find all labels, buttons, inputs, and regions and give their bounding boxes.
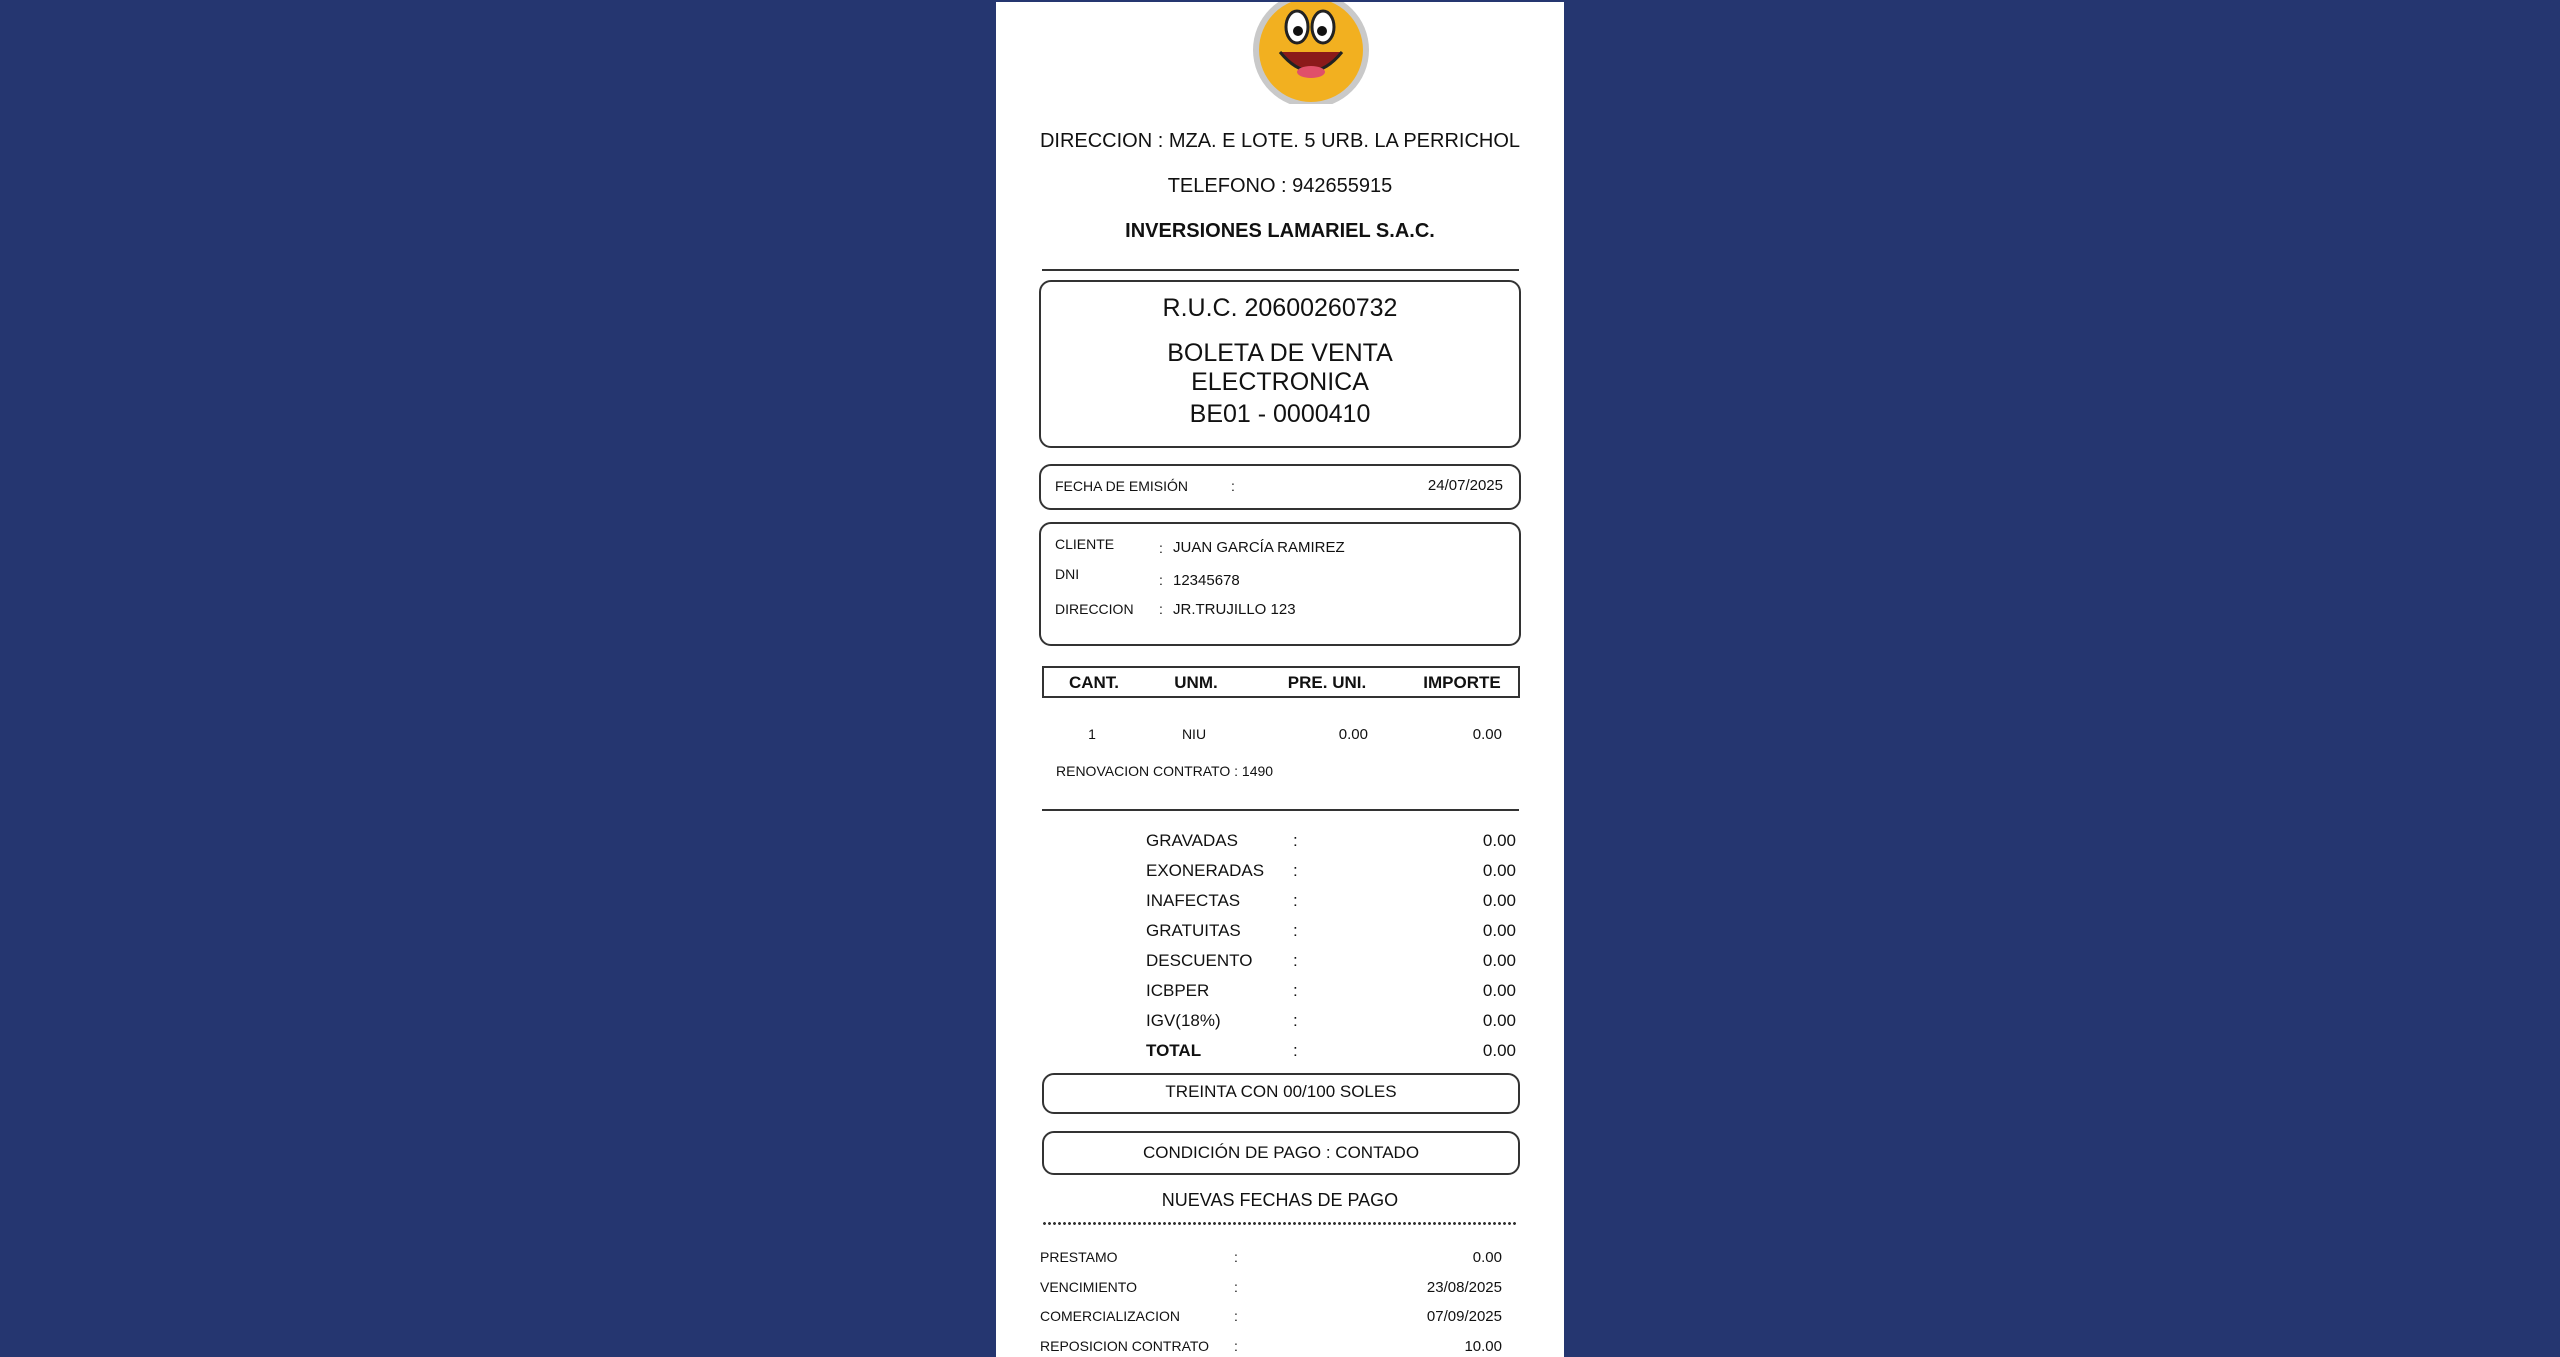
totals-label: DESCUENTO <box>1146 951 1253 970</box>
totals-label: IGV(18%) <box>1146 1011 1221 1030</box>
totals-label: EXONERADAS <box>1146 861 1265 880</box>
totals-label: GRATUITAS <box>1146 921 1241 940</box>
document-number: BE01 - 0000410 <box>1189 400 1371 428</box>
new-date-label: VENCIMIENTO <box>1040 1279 1137 1295</box>
document-type-line2: ELECTRONICA <box>1191 368 1369 396</box>
item-importe: 0.00 <box>1472 726 1502 743</box>
client-box <box>1039 522 1521 646</box>
new-date-label: PRESTAMO <box>1040 1249 1118 1265</box>
amount-words: TREINTA CON 00/100 SOLES <box>1165 1082 1397 1101</box>
item-cant: 1 <box>1088 726 1096 742</box>
totals-sep: : <box>1293 921 1298 940</box>
totals-value: 0.00 <box>1482 981 1516 1000</box>
new-dates-title: NUEVAS FECHAS DE PAGO <box>1161 1190 1399 1210</box>
totals-sep: : <box>1293 1011 1298 1030</box>
totals-value: 0.00 <box>1482 891 1516 910</box>
col-header-unm: UNM. <box>1174 673 1218 692</box>
emission-date-sep: : <box>1231 478 1235 494</box>
ruc-number: R.U.C. 20600260732 <box>1162 294 1398 322</box>
total-label: TOTAL <box>1146 1041 1202 1060</box>
dni-sep: : <box>1159 572 1163 588</box>
totals-value: 0.00 <box>1482 1011 1516 1030</box>
new-date-sep: : <box>1234 1308 1238 1324</box>
new-date-label: REPOSICION CONTRATO <box>1040 1338 1210 1354</box>
company-address: DIRECCION : MZA. E LOTE. 5 URB. LA PERRICHOL <box>1039 130 1521 152</box>
receipt-paper <box>996 2 1564 1357</box>
client-value: JUAN GARCÍA RAMIREZ <box>1173 539 1345 556</box>
divider <box>1042 809 1519 811</box>
col-header-importe: IMPORTE <box>1423 673 1501 692</box>
dotted-divider <box>1042 1221 1517 1226</box>
dni-label: DNI <box>1055 566 1080 582</box>
items-table-header <box>1042 666 1520 698</box>
new-date-value: 10.00 <box>1464 1338 1502 1355</box>
smiley-logo-icon <box>1252 2 1370 104</box>
totals-sep: : <box>1293 831 1298 850</box>
new-date-label: COMERCIALIZACION <box>1040 1308 1181 1324</box>
col-header-pre-uni: PRE. UNI. <box>1287 673 1367 692</box>
amount-words-box <box>1042 1073 1520 1114</box>
item-description: RENOVACION CONTRATO : 1490 <box>1056 763 1274 779</box>
new-date-sep: : <box>1234 1279 1238 1295</box>
totals-label: INAFECTAS <box>1146 891 1241 910</box>
totals-value: 0.00 <box>1482 831 1516 850</box>
item-pre-uni: 0.00 <box>1338 726 1368 743</box>
emission-date-label: FECHA DE EMISIÓN <box>1055 478 1189 494</box>
emission-date-box <box>1039 464 1521 510</box>
emission-date-value: 24/07/2025 <box>1427 477 1503 494</box>
client-label: CLIENTE <box>1055 536 1115 552</box>
new-date-value: 0.00 <box>1472 1249 1502 1266</box>
client-address-label: DIRECCION <box>1055 601 1134 617</box>
col-header-cant: CANT. <box>1068 673 1120 692</box>
client-address-sep: : <box>1159 601 1163 617</box>
payment-condition-box <box>1042 1131 1520 1175</box>
new-date-sep: : <box>1234 1249 1238 1265</box>
totals-label: GRAVADAS <box>1146 831 1238 850</box>
totals-sep: : <box>1293 861 1298 880</box>
totals-sep: : <box>1293 951 1298 970</box>
totals-sep: : <box>1293 1041 1298 1060</box>
new-date-sep: : <box>1234 1338 1238 1354</box>
totals-sep: : <box>1293 981 1298 1000</box>
totals-value: 0.00 <box>1482 951 1516 970</box>
company-name: INVERSIONES LAMARIEL S.A.C. <box>1125 220 1435 242</box>
total-value: 0.00 <box>1482 1041 1516 1060</box>
new-date-value: 07/09/2025 <box>1426 1308 1502 1325</box>
company-phone: TELEFONO : 942655915 <box>1167 175 1393 197</box>
payment-condition: CONDICIÓN DE PAGO : CONTADO <box>1142 1143 1420 1162</box>
totals-value: 0.00 <box>1482 861 1516 880</box>
document-type-line1: BOLETA DE VENTA <box>1167 339 1393 367</box>
new-date-value: 23/08/2025 <box>1426 1279 1502 1296</box>
document-box <box>1039 280 1521 448</box>
dni-value: 12345678 <box>1173 572 1240 589</box>
totals-label: ICBPER <box>1146 981 1210 1000</box>
divider <box>1042 269 1519 271</box>
client-sep: : <box>1159 540 1163 556</box>
totals-value: 0.00 <box>1482 921 1516 940</box>
client-address-value: JR.TRUJILLO 123 <box>1173 601 1296 618</box>
totals-sep: : <box>1293 891 1298 910</box>
item-unm: NIU <box>1181 726 1207 742</box>
